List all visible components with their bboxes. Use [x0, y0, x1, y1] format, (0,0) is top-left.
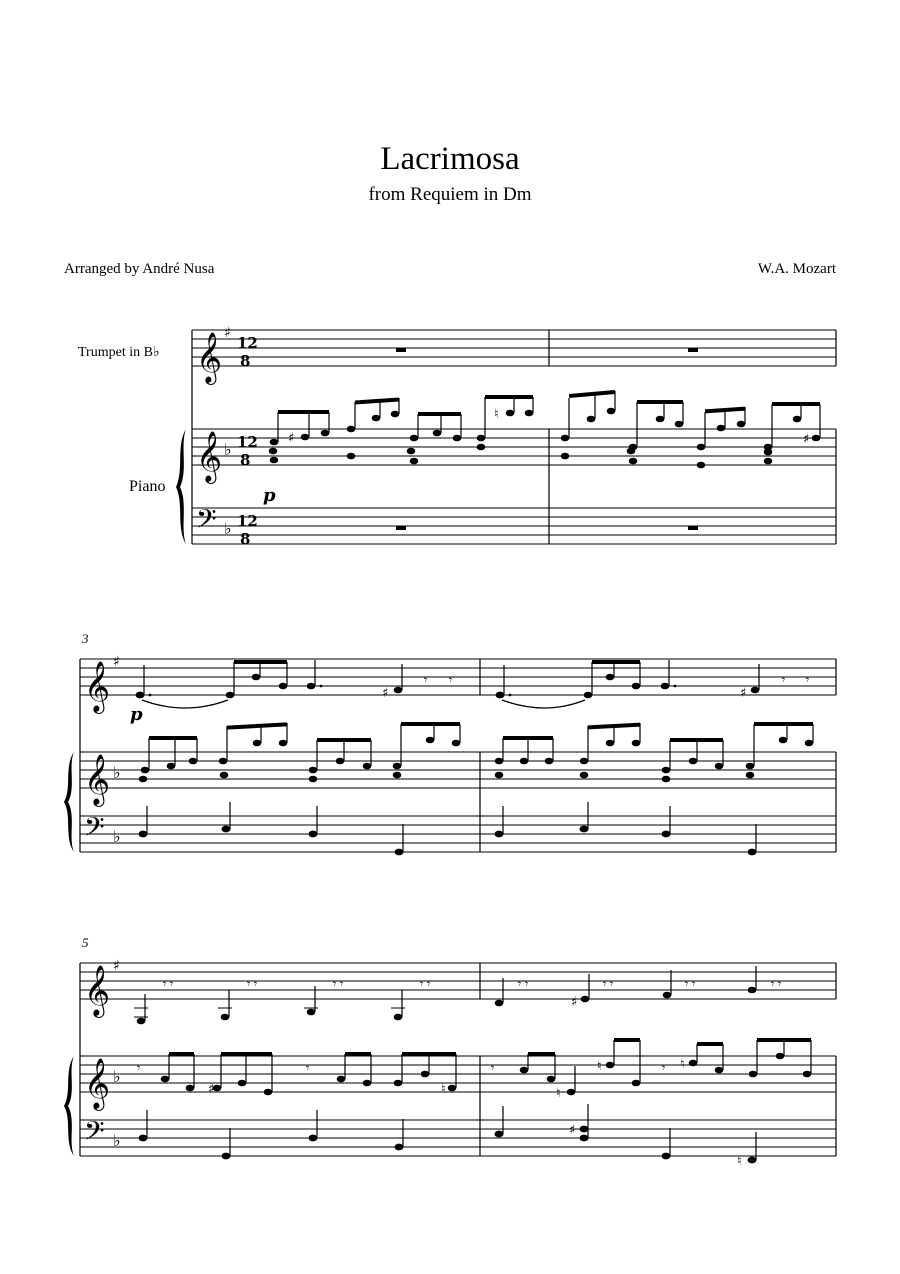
svg-text:𝄾: 𝄾: [806, 673, 810, 687]
bass-clef-icon: 𝄢: [196, 503, 217, 541]
staff-trumpet-system-2: [80, 659, 836, 695]
system-1: [176, 325, 836, 548]
time-signature-piano-bass: [237, 512, 258, 548]
rest: [396, 348, 406, 352]
piano-brace: [64, 752, 74, 852]
measure-number: 5: [82, 935, 89, 950]
svg-text:12: 12: [237, 512, 258, 530]
instrument-label-trumpet: Trumpet in B♭: [78, 345, 160, 360]
rest: [396, 526, 406, 530]
svg-text:𝄾 𝄾: 𝄾 𝄾: [163, 977, 174, 991]
svg-text:12: 12: [237, 433, 258, 451]
svg-text:♯: ♯: [740, 686, 747, 701]
svg-text:8: 8: [240, 530, 251, 548]
flat-key-icon: ♭: [113, 763, 121, 782]
svg-text:𝄾 𝄾: 𝄾 𝄾: [247, 977, 258, 991]
dynamic-mark: p: [130, 704, 143, 725]
svg-text:𝄾: 𝄾: [662, 1061, 666, 1075]
treble-clef-icon: 𝄞: [84, 754, 111, 805]
trumpet-notes-m5-m6: [134, 966, 781, 1024]
svg-text:♮: ♮: [680, 1057, 685, 1072]
staff-trumpet-system-1: [192, 330, 836, 366]
svg-text:8: 8: [240, 352, 251, 370]
bass-notes-m3-m4: [139, 802, 757, 855]
flat-key-icon: ♭: [224, 519, 232, 538]
flat-key-icon: ♭: [113, 827, 121, 846]
svg-text:♮: ♮: [441, 1082, 446, 1097]
system-2: [64, 631, 836, 855]
staff-piano-bass-system-3: [80, 1120, 836, 1156]
svg-text:𝄾 𝄾: 𝄾 𝄾: [685, 977, 696, 991]
svg-text:𝄾: 𝄾: [137, 1061, 141, 1075]
sharp-key-icon: ♯: [113, 654, 120, 670]
piece-title: Lacrimosa: [380, 141, 520, 177]
time-signature-trumpet: [237, 334, 258, 370]
treble-clef-icon: 𝄞: [84, 661, 111, 712]
rest: [688, 526, 698, 530]
svg-text:𝄾: 𝄾: [306, 1061, 310, 1075]
svg-text:♯: ♯: [803, 432, 810, 447]
svg-text:𝄾 𝄾: 𝄾 𝄾: [518, 977, 529, 991]
treble-clef-icon: 𝄞: [196, 431, 223, 482]
sharp-key-icon: ♯: [113, 958, 120, 974]
treble-clef-icon: 𝄞: [196, 332, 223, 383]
svg-text:♮: ♮: [737, 1154, 742, 1169]
svg-text:𝄾: 𝄾: [782, 673, 786, 687]
bass-clef-icon: 𝄢: [84, 811, 105, 849]
svg-text:𝄾 𝄾: 𝄾 𝄾: [420, 977, 431, 991]
svg-text:𝄾 𝄾: 𝄾 𝄾: [603, 977, 614, 991]
trumpet-notes-m4: [496, 660, 810, 708]
treble-notes-m1: [269, 395, 534, 464]
treble-clef-icon: 𝄞: [84, 965, 111, 1016]
svg-text:12: 12: [237, 334, 258, 352]
flat-key-icon: ♭: [224, 440, 232, 459]
treble-clef-icon: 𝄞: [84, 1058, 111, 1109]
composer-credit: W.A. Mozart: [757, 261, 836, 277]
svg-text:♯: ♯: [569, 1123, 576, 1138]
system-3: [64, 935, 836, 1169]
rest: [688, 348, 698, 352]
trumpet-notes-m3: [136, 660, 453, 708]
arranger-credit: Arranged by André Nusa: [64, 261, 215, 277]
svg-text:♯: ♯: [208, 1082, 215, 1097]
sharp-key-icon: ♯: [224, 325, 231, 341]
svg-text:♯: ♯: [571, 995, 578, 1010]
piano-brace: [64, 1056, 74, 1156]
svg-text:𝄾: 𝄾: [424, 673, 428, 687]
bass-notes-m5-m6: [139, 1104, 757, 1169]
flat-key-icon: ♭: [113, 1067, 121, 1086]
staff-trumpet-system-3: [80, 963, 836, 999]
svg-text:𝄾 𝄾: 𝄾 𝄾: [771, 977, 782, 991]
time-signature-piano-treble: [237, 433, 258, 469]
svg-text:𝄾 𝄾: 𝄾 𝄾: [333, 977, 344, 991]
svg-text:♯: ♯: [288, 431, 295, 446]
svg-text:𝄾: 𝄾: [449, 673, 453, 687]
piece-subtitle: from Requiem in Dm: [368, 184, 532, 205]
measure-number: 3: [82, 631, 89, 646]
piano-brace: [176, 429, 186, 544]
dynamic-mark: p: [263, 485, 276, 506]
svg-text:♯: ♯: [382, 686, 389, 701]
svg-text:𝄾: 𝄾: [491, 1061, 495, 1075]
svg-text:8: 8: [240, 451, 251, 469]
svg-text:♮: ♮: [494, 407, 499, 422]
bass-clef-icon: 𝄢: [84, 1115, 105, 1153]
flat-key-icon: ♭: [113, 1131, 121, 1150]
svg-text:♮: ♮: [597, 1059, 602, 1074]
staff-piano-bass-system-2: [80, 816, 836, 852]
svg-text:♮: ♮: [556, 1086, 561, 1101]
instrument-label-piano: Piano: [129, 478, 166, 495]
staff-piano-bass-system-1: [192, 508, 836, 544]
